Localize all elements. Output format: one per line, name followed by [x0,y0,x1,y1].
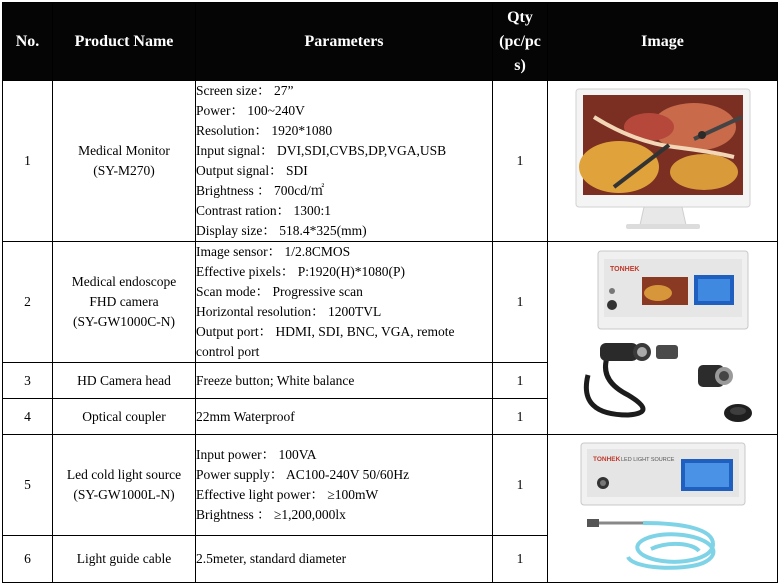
light-brand-text: TONHEK [592,455,620,463]
row-number: 6 [3,536,53,583]
quantity-cell: 1 [493,363,548,399]
parameters-cell [196,399,493,435]
param-line: Brightness ： ≥1,200,000lx [196,507,346,522]
product-name [53,81,196,242]
quantity-cell: 1 [493,435,548,536]
parameters-cell [196,363,493,399]
param-line: Power： 100~240V [196,103,305,118]
parameters-cell [196,435,493,536]
table-row [3,242,778,363]
header-qty-line: s) [514,56,526,74]
param-line: Effective pixels： P:1920(H)*1080(P) [196,264,405,279]
header-qty-line: Qty [507,8,533,26]
param-line: Output signal： SDI [196,163,308,178]
product-name [53,435,196,536]
quantity-cell: 1 [493,242,548,363]
parameters-cell [196,81,493,242]
light-source-photo [573,439,753,579]
header-row [3,3,778,81]
param-line: Scan mode： Progressive scan [196,284,363,299]
param-line: Screen size： 27” [196,83,294,98]
header-qty [493,3,548,81]
header-parameters: Parameters [196,3,493,81]
monitor-photo [574,87,752,235]
product-name-line: (SY-GW1000L-N) [73,487,175,502]
product-name [53,399,196,435]
light-panel-text: LED LIGHT SOURCE [620,456,674,463]
parameters-cell [196,242,493,363]
product-name [53,536,196,583]
param-line: 2.5meter, standard diameter [196,551,347,566]
product-name-line: Medical endoscope [71,274,177,289]
product-spec-table [2,2,778,583]
product-name-line: Led cold light source [66,467,182,482]
table-row [3,435,778,536]
header-no: No. [3,3,53,81]
header-image: Image [548,3,778,81]
param-line: Image sensor： 1/2.8CMOS [196,244,351,259]
quantity-cell: 1 [493,536,548,583]
row-number: 3 [3,363,53,399]
table-row [3,81,778,242]
parameters-cell [196,536,493,583]
header-qty-line: (pc/pc [499,32,541,50]
product-name [53,242,196,363]
light-source-image [548,435,778,583]
product-name-line: Medical Monitor [78,143,170,158]
product-name-line: HD Camera head [77,372,171,388]
row-number: 4 [3,399,53,435]
product-name-line: (SY-M270) [93,163,155,178]
monitor-image [548,81,778,242]
param-line: 22mm Waterproof [196,408,295,424]
product-name-line: Light guide cable [76,551,172,566]
param-line: Resolution： 1920*1080 [196,123,333,138]
camera-system-image [548,242,778,435]
header-product-name: Product Name [53,3,196,81]
param-line: Display size： 518.4*325(mm) [196,223,367,238]
param-line: Power supply： AC100-240V 50/60Hz [196,467,410,482]
product-name-line: Optical coupler [82,408,166,424]
param-line: Contrast ration： 1300:1 [196,203,331,218]
product-name-line: (SY-GW1000C-N) [73,314,175,329]
product-name-line: FHD camera [89,294,159,309]
param-line: Horizontal resolution： 1200TVL [196,304,382,319]
camera-brand-text: TONHEK [609,266,639,273]
param-line: Output port： HDMI, SDI, BNC, VGA, remote control port [196,324,455,359]
product-name [53,363,196,399]
row-number: 2 [3,242,53,363]
camera-system-photo [568,245,758,431]
row-number: 1 [3,81,53,242]
quantity-cell: 1 [493,399,548,435]
param-line: Input power： 100VA [196,447,317,462]
row-number: 5 [3,435,53,536]
param-line: Effective light power： ≥100mW [196,487,379,502]
param-line: Brightness ： 700cd/㎡ [196,183,325,198]
param-line: Freeze button; White balance [196,372,355,388]
param-line: Input signal： DVI,SDI,CVBS,DP,VGA,USB [196,143,447,158]
quantity-cell: 1 [493,81,548,242]
